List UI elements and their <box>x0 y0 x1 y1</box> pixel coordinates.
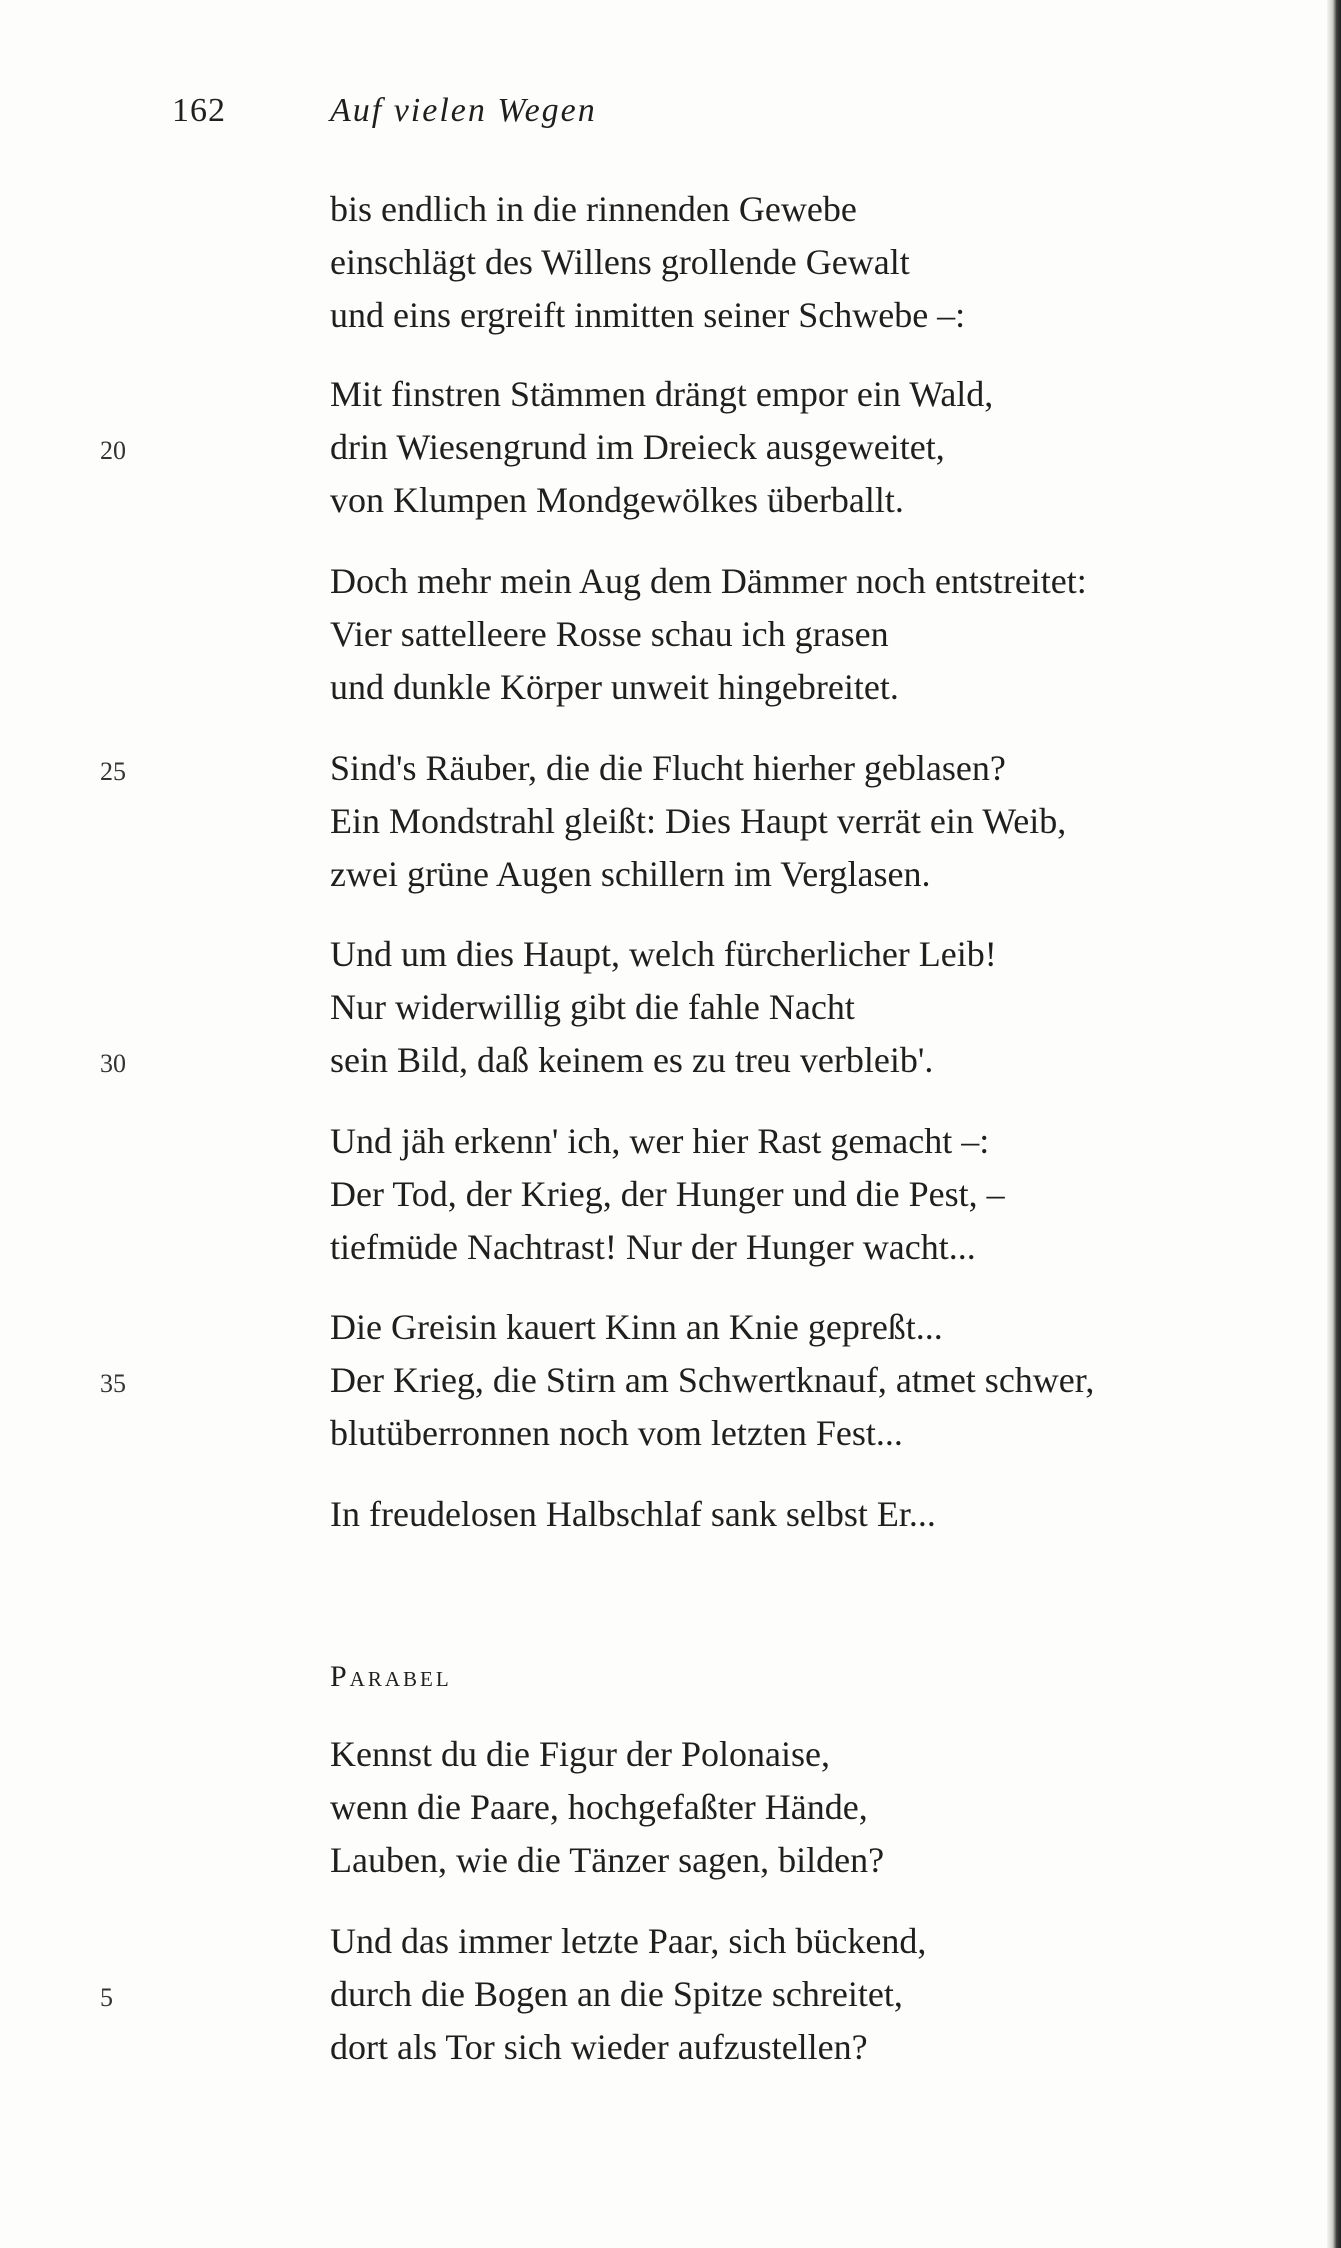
verse-line: zwei grüne Augen schillern im Verglasen. <box>330 854 931 894</box>
verse-line: durch die Bogen an die Spitze schreitet, <box>330 1974 903 2014</box>
verse-line: Mit finstren Stämmen drängt empor ein Wald, <box>330 374 994 414</box>
verse-line: Der Tod, der Krieg, der Hunger und die Pest, – <box>330 1174 1005 1214</box>
page-header <box>0 92 1300 152</box>
verse-line: einschlägt des Willens grollende Gewalt <box>330 242 910 282</box>
verse-line: Und jäh erkenn' ich, wer hier Rast gemacht –: <box>330 1121 990 1161</box>
line-number: 30 <box>100 1049 126 1078</box>
verse-line: Lauben, wie die Tänzer sagen, bilden? <box>330 1840 885 1880</box>
verse-line: Kennst du die Figur der Polonaise, <box>330 1734 830 1774</box>
verse-line: Der Krieg, die Stirn am Schwertknauf, atmet schwer, <box>330 1360 1095 1400</box>
line-number: 35 <box>100 1369 126 1398</box>
line-number: 20 <box>100 436 126 465</box>
verse-line: Die Greisin kauert Kinn an Knie gepreßt... <box>330 1307 943 1347</box>
verse-line: Nur widerwillig gibt die fahle Nacht <box>330 987 855 1027</box>
page-edge-shadow <box>1327 0 1341 2248</box>
verse-line: Ein Mondstrahl gleißt: Dies Haupt verrät ein Weib, <box>330 801 1067 841</box>
verse-line: bis endlich in die rinnenden Gewebe <box>330 189 857 229</box>
verse-line: sein Bild, daß keinem es zu treu verbleib'. <box>330 1040 934 1080</box>
verse-line: Und das immer letzte Paar, sich bückend, <box>330 1921 927 1961</box>
page-number: 162 <box>172 92 226 129</box>
line-number: 5 <box>100 1983 113 2012</box>
verse-line: dort als Tor sich wieder aufzustellen? <box>330 2027 868 2067</box>
verse-line: wenn die Paare, hochgefaßter Hände, <box>330 1787 868 1827</box>
line-number: 25 <box>100 757 126 786</box>
verse-line: Vier sattelleere Rosse schau ich grasen <box>330 614 889 654</box>
verse-line: tiefmüde Nachtrast! Nur der Hunger wacht... <box>330 1227 976 1267</box>
verse-line: Und um dies Haupt, welch fürcherlicher Leib! <box>330 934 997 974</box>
verse-line: blutüberronnen noch vom letzten Fest... <box>330 1413 903 1453</box>
verse-line: drin Wiesengrund im Dreieck ausgeweitet, <box>330 427 945 467</box>
poem-title: Parabel <box>330 1660 452 1693</box>
verse-line: von Klumpen Mondgewölkes überballt. <box>330 480 904 520</box>
running-title: Auf vielen Wegen <box>330 92 597 129</box>
verse-line: und dunkle Körper unweit hingebreitet. <box>330 667 899 707</box>
verse-line: Sind's Räuber, die die Flucht hierher geblasen? <box>330 748 1006 788</box>
verse-line: In freudelosen Halbschlaf sank selbst Er... <box>330 1494 936 1534</box>
verse-line: und eins ergreift inmitten seiner Schwebe –: <box>330 295 966 335</box>
verse-line: Doch mehr mein Aug dem Dämmer noch entstreitet: <box>330 561 1087 601</box>
